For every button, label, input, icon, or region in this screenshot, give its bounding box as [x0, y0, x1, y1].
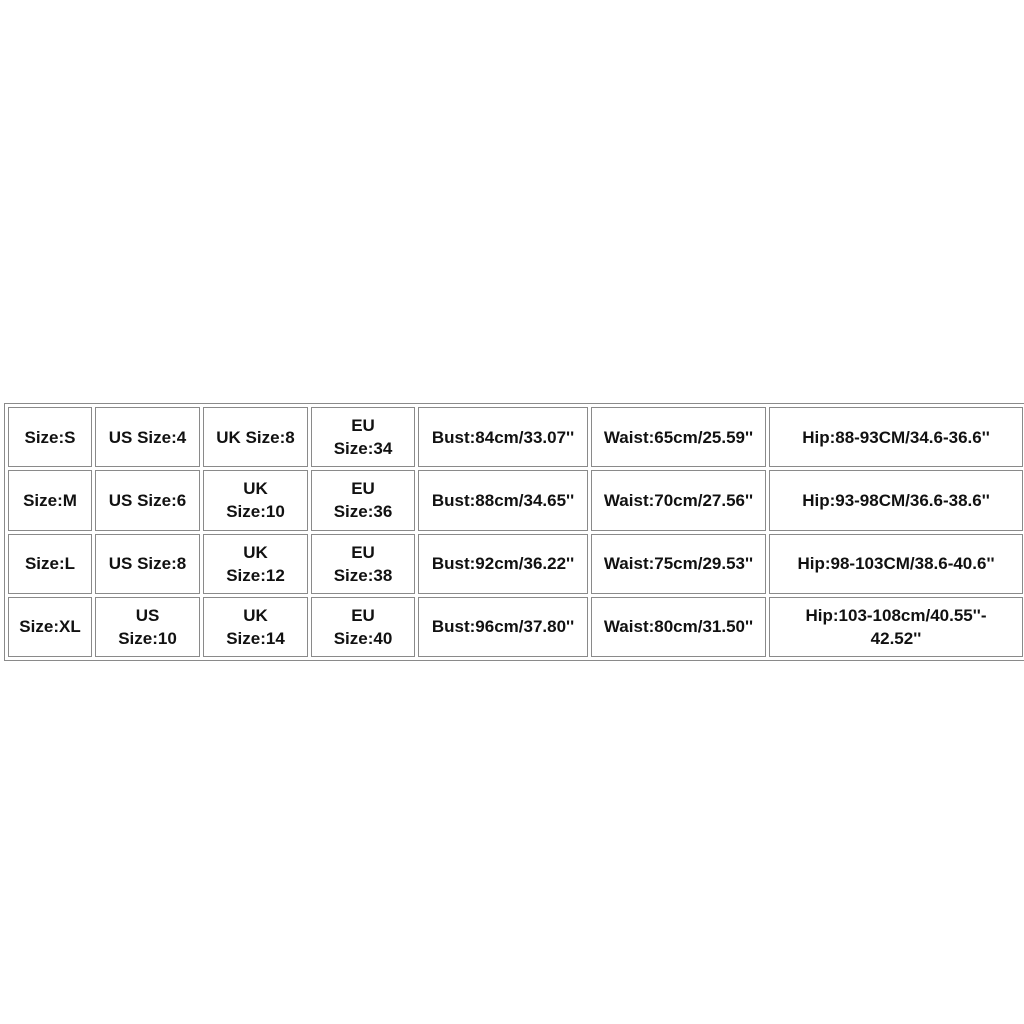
uk-size-cell: [203, 407, 308, 467]
hip-label: Hip:88-93CM/34.6-36.6'': [802, 427, 990, 447]
uk-size-label: UK Size:14: [226, 605, 285, 648]
us-size-label: US Size:6: [108, 490, 187, 510]
waist-label: Waist:75cm/29.53'': [603, 554, 754, 574]
hip-cell: [769, 470, 1023, 530]
hip-cell: [769, 597, 1023, 657]
uk-size-label: UK Size:8: [216, 427, 295, 447]
uk-size-label: UK Size:12: [226, 542, 285, 585]
table-row: [8, 407, 1023, 467]
hip-label: Hip:103-108cm/40.55''- 42.52'': [805, 605, 987, 648]
eu-size-cell: [311, 407, 415, 467]
eu-size-cell: [311, 470, 415, 530]
us-size-cell: [95, 470, 200, 530]
size-chart-table: [4, 403, 1024, 661]
us-size-cell: [95, 597, 200, 657]
bust-label: Bust:84cm/33.07'': [431, 427, 575, 447]
hip-label: Hip:98-103CM/38.6-40.6'': [797, 554, 995, 574]
bust-cell: [418, 470, 588, 530]
waist-cell: [591, 597, 766, 657]
size-label: Size:S: [24, 427, 76, 447]
size-label: Size:XL: [19, 617, 81, 637]
size-label: Size:L: [24, 554, 76, 574]
us-size-cell: [95, 534, 200, 594]
us-size-label: US Size:10: [118, 605, 177, 648]
us-size-label: US Size:8: [108, 554, 187, 574]
size-cell: [8, 470, 92, 530]
hip-cell: [769, 407, 1023, 467]
hip-cell: [769, 534, 1023, 594]
size-label: Size:M: [23, 490, 77, 510]
uk-size-cell: [203, 597, 308, 657]
us-size-label: US Size:4: [108, 427, 187, 447]
eu-size-label: EU Size:34: [333, 416, 393, 459]
size-cell: [8, 597, 92, 657]
us-size-cell: [95, 407, 200, 467]
waist-label: Waist:65cm/25.59'': [603, 427, 754, 447]
uk-size-cell: [203, 470, 308, 530]
table-row: [8, 534, 1023, 594]
uk-size-cell: [203, 534, 308, 594]
waist-cell: [591, 407, 766, 467]
eu-size-cell: [311, 534, 415, 594]
size-cell: [8, 534, 92, 594]
bust-label: Bust:96cm/37.80'': [431, 617, 575, 637]
bust-label: Bust:92cm/36.22'': [431, 554, 575, 574]
waist-label: Waist:70cm/27.56'': [603, 490, 754, 510]
size-cell: [8, 407, 92, 467]
waist-cell: [591, 470, 766, 530]
bust-label: Bust:88cm/34.65'': [431, 490, 575, 510]
uk-size-label: UK Size:10: [226, 479, 285, 522]
hip-label: Hip:93-98CM/36.6-38.6'': [802, 490, 990, 510]
eu-size-cell: [311, 597, 415, 657]
table-row: [8, 470, 1023, 530]
bust-cell: [418, 597, 588, 657]
eu-size-label: EU Size:36: [333, 479, 393, 522]
eu-size-label: EU Size:38: [333, 542, 393, 585]
bust-cell: [418, 534, 588, 594]
table-row: [8, 597, 1023, 657]
waist-cell: [591, 534, 766, 594]
eu-size-label: EU Size:40: [333, 605, 393, 648]
bust-cell: [418, 407, 588, 467]
waist-label: Waist:80cm/31.50'': [603, 617, 754, 637]
